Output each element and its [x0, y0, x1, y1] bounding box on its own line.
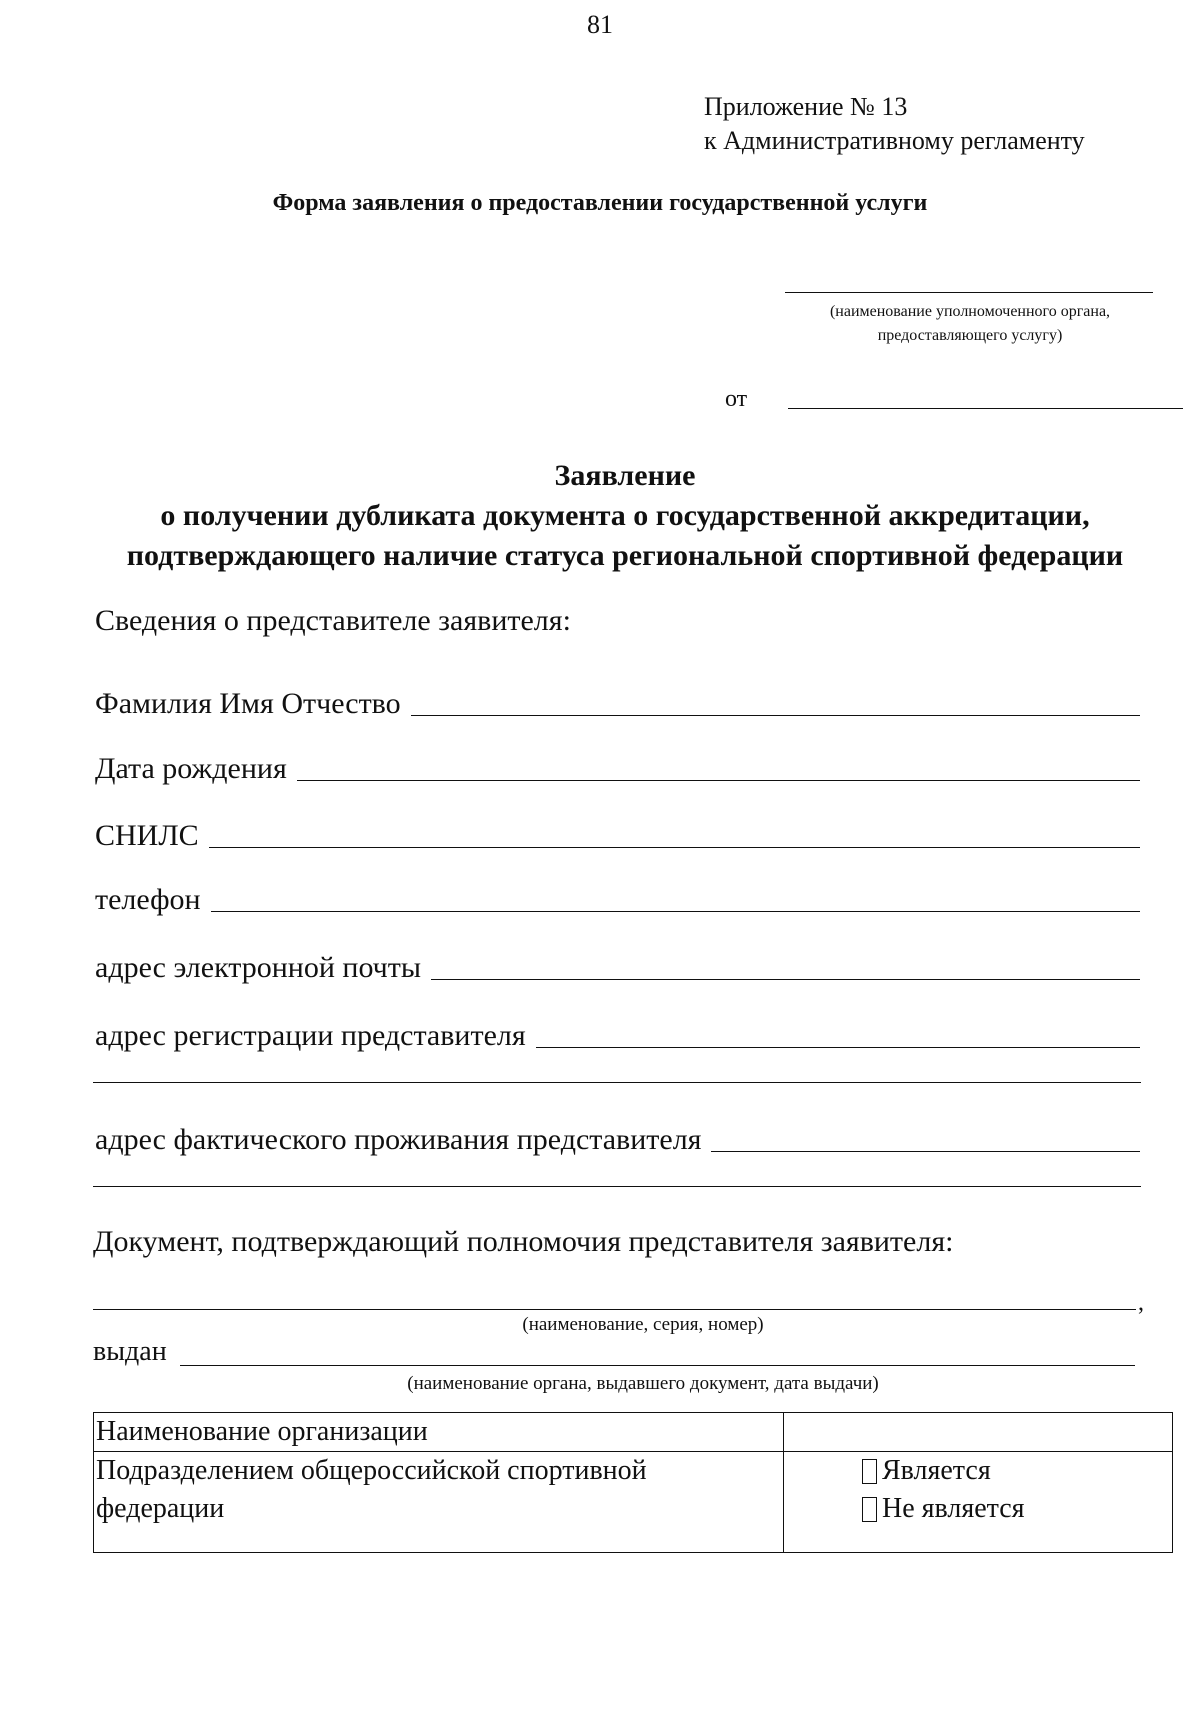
checkbox-icon[interactable] [862, 1459, 877, 1484]
representative-section-label: Сведения о представителе заявителя: [95, 604, 571, 637]
table-row [94, 1452, 1173, 1553]
trailing-comma: , [1138, 1290, 1144, 1316]
snils-field[interactable] [95, 812, 1140, 856]
checkbox-icon[interactable] [862, 1497, 877, 1522]
from-field[interactable] [788, 408, 1183, 409]
option-is-not-label: Не является [882, 1493, 1025, 1524]
full-name-label: Фамилия Имя Отчество [95, 687, 401, 720]
appendix-reference: к Административному регламенту [704, 126, 1085, 155]
form-title: Форма заявления о предоставлении государственной услуги [272, 190, 928, 216]
registration-address-field[interactable] [95, 1012, 1140, 1056]
organization-table [93, 1412, 1173, 1553]
birth-date-label: Дата рождения [95, 752, 287, 785]
registration-address-input-line[interactable] [536, 1047, 1140, 1048]
full-name-field[interactable] [95, 680, 1140, 724]
page-number: 81 [587, 10, 613, 39]
table-row [94, 1413, 1173, 1452]
appendix-header [704, 90, 1085, 158]
registration-address-continuation-line[interactable] [93, 1082, 1141, 1083]
registration-address-label: адрес регистрации представителя [95, 1019, 526, 1052]
snils-input-line[interactable] [209, 847, 1140, 848]
actual-address-field[interactable] [95, 1116, 1140, 1160]
authority-document-name-note: (наименование, серия, номер) [522, 1314, 764, 1335]
organization-name-label: Наименование организации [94, 1413, 784, 1452]
option-is-label: Является [882, 1455, 991, 1486]
authority-document-name-field[interactable] [93, 1309, 1136, 1310]
actual-address-label: адрес фактического проживания представителя [95, 1123, 702, 1156]
phone-input-line[interactable] [211, 911, 1140, 912]
from-label: от [725, 386, 748, 412]
snils-label: СНИЛС [95, 819, 199, 852]
actual-address-continuation-line[interactable] [93, 1186, 1141, 1187]
issued-label: выдан [93, 1336, 167, 1367]
organization-name-value[interactable] [784, 1413, 1173, 1452]
email-label: адрес электронной почты [95, 951, 422, 984]
statement-title: Заявление о получении дубликата документа о государственной аккредитации, подтверждающего наличие статуса региональной спортивной федерации [126, 459, 1124, 572]
subdivision-options [784, 1452, 1173, 1553]
issued-by-field[interactable] [180, 1365, 1135, 1366]
birth-date-field[interactable] [95, 745, 1140, 789]
authority-name-note: (наименование уполномоченного органа, предоставляющего услугу) [829, 303, 1111, 344]
subdivision-label: Подразделением общероссийской спортивной федерации [94, 1452, 784, 1553]
issued-by-note: (наименование органа, выдавшего документ, дата выдачи) [407, 1373, 879, 1394]
appendix-number: Приложение № 13 [704, 92, 908, 121]
phone-field[interactable] [95, 876, 1140, 920]
option-is[interactable] [786, 1452, 1170, 1490]
authority-name-field[interactable] [785, 292, 1153, 293]
birth-date-input-line[interactable] [297, 780, 1140, 781]
email-input-line[interactable] [431, 979, 1140, 980]
full-name-input-line[interactable] [411, 715, 1140, 716]
option-is-not[interactable] [786, 1490, 1170, 1528]
authority-document-label: Документ, подтверждающий полномочия представителя заявителя: [93, 1225, 954, 1258]
actual-address-input-line[interactable] [711, 1151, 1140, 1152]
phone-label: телефон [95, 883, 201, 916]
email-field[interactable] [95, 944, 1140, 988]
